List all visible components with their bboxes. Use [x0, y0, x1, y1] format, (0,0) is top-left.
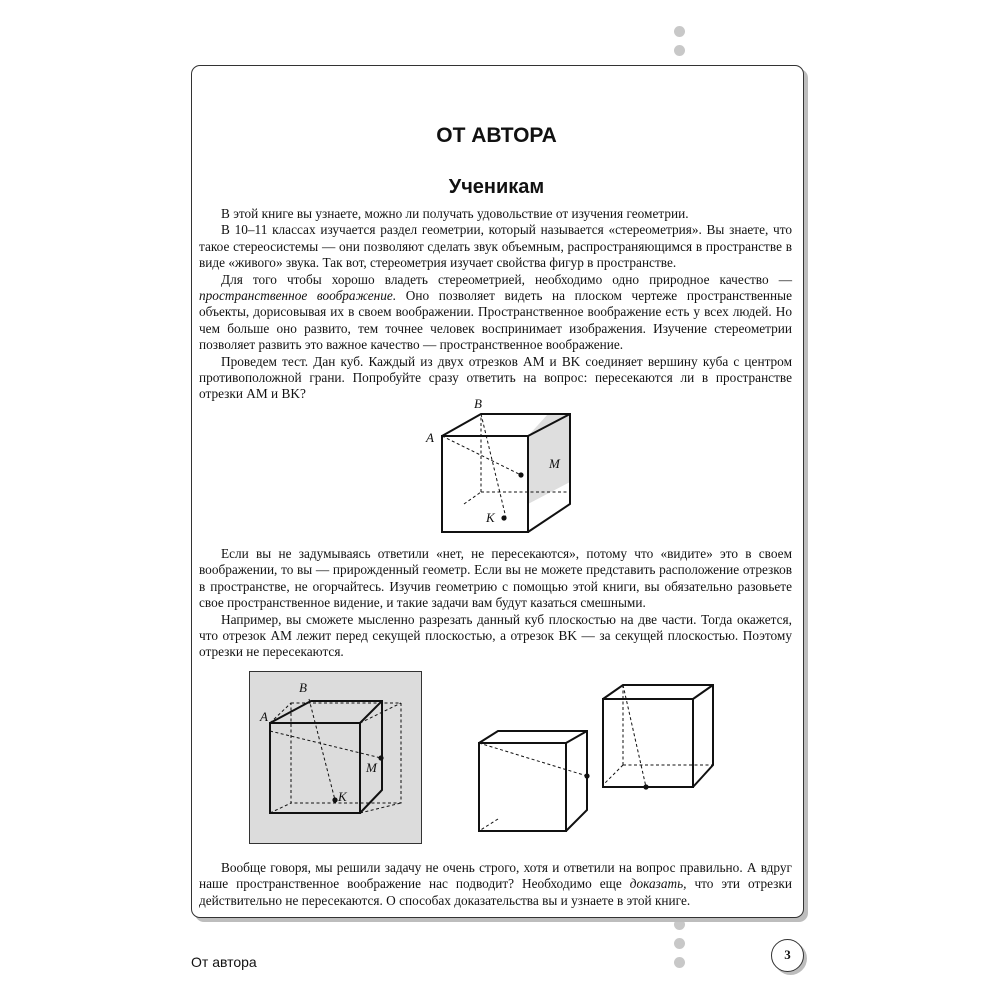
- decor-dot: [674, 957, 685, 968]
- decor-dot: [674, 26, 685, 37]
- decor-dot: [674, 919, 685, 930]
- cutting-plane: [250, 672, 422, 844]
- paragraph-3: [199, 272, 792, 354]
- paragraph-1: В этой книге вы узнаете, можно ли получать удовольствие от изучения геометрии.: [221, 206, 689, 221]
- text-block-explanation: [199, 546, 792, 661]
- label-a: A: [260, 709, 268, 724]
- paragraph-5: Если вы не задумываясь ответили «нет, не пересекаются», потому что «видите» это в своем воображении, то вы — прирожденный геометр. Если вы не можете представить расположение отрезков в пространстве, не огорчайтесь. Изучив геометрию с помощью этой книги, вы обязательно разовьете свое пространственное видение, и такие задачи вам будут казаться смешными.: [199, 546, 792, 611]
- page-title: ОТ АВТОРА: [436, 124, 557, 147]
- paragraph-7: [199, 860, 792, 909]
- section-subtitle: Ученикам: [448, 176, 545, 198]
- figure-cube-halves: [476, 683, 720, 833]
- page-number: 3: [771, 939, 804, 972]
- paragraph-3-emphasis: пространственное воображение.: [199, 288, 397, 304]
- label-a: A: [426, 430, 434, 445]
- footer-section-title: От автора: [191, 954, 257, 970]
- label-k: K: [486, 510, 495, 525]
- paragraph-7-emphasis: доказать,: [629, 876, 687, 892]
- label-m: M: [366, 760, 377, 775]
- paragraph-6: Например, вы сможете мысленно разрезать данный куб плоскостью на две части. Тогда окажется, что отрезок AM лежит перед секущей плоскостью, а отрезок BK — за секущей плоскостью. Поэтому отрезки не пересекаются.: [199, 611, 792, 660]
- paragraph-4: Проведем тест. Дан куб. Каждый из двух отрезков AM и BK соединяет вершину куба с центром противоположной грани. Попробуйте сразу ответить на вопрос: пересекаются ли в пространстве отрезки AM и BK?: [199, 353, 792, 402]
- figure-cube: [420, 396, 590, 542]
- text-block-intro: [199, 206, 792, 403]
- label-m: M: [549, 456, 560, 471]
- paragraph-3-part-2: Оно позволяет видеть на плоском чертеже пространственные объекты, дорисовывая их в своем воображении. Пространственное воображение есть у всех людей. Но чем больше оно развито, тем точнее человек воспринимает изображения. Изучение стереометрии позволяет развить это важное качество — пространственное воображение.: [199, 288, 792, 353]
- paragraph-3-part-1: Для того чтобы хорошо владеть стереометрией, необходимо одно природное качество —: [221, 271, 792, 287]
- paragraph-2: В 10–11 классах изучается раздел геометрии, который называется «стереометрия». Вы знаете, что такое стереосистемы — они позволяют сделать звук объемным, распространяющимся в пространстве в виде «живого» звука. Так вот, стереометрия изучает свойства фигур в пространстве.: [199, 222, 792, 271]
- paragraph-7-part-2: что эти отрезки действительно не пересекаются. О способах доказательства вы и узнаете в этой книге.: [199, 876, 792, 908]
- label-b: B: [474, 396, 482, 411]
- paragraph-7-part-1: Вообще говоря, мы решили задачу не очень строго, хотя и ответили на вопрос правильно. А вдруг наше пространственное воображение нас подводит? Необходимо еще: [199, 860, 792, 892]
- decor-dot: [674, 938, 685, 949]
- label-b: B: [299, 680, 307, 695]
- figure-cube-plane: [249, 671, 423, 845]
- decor-dot: [674, 45, 685, 56]
- label-k: K: [338, 789, 347, 804]
- text-block-conclusion: [199, 860, 792, 909]
